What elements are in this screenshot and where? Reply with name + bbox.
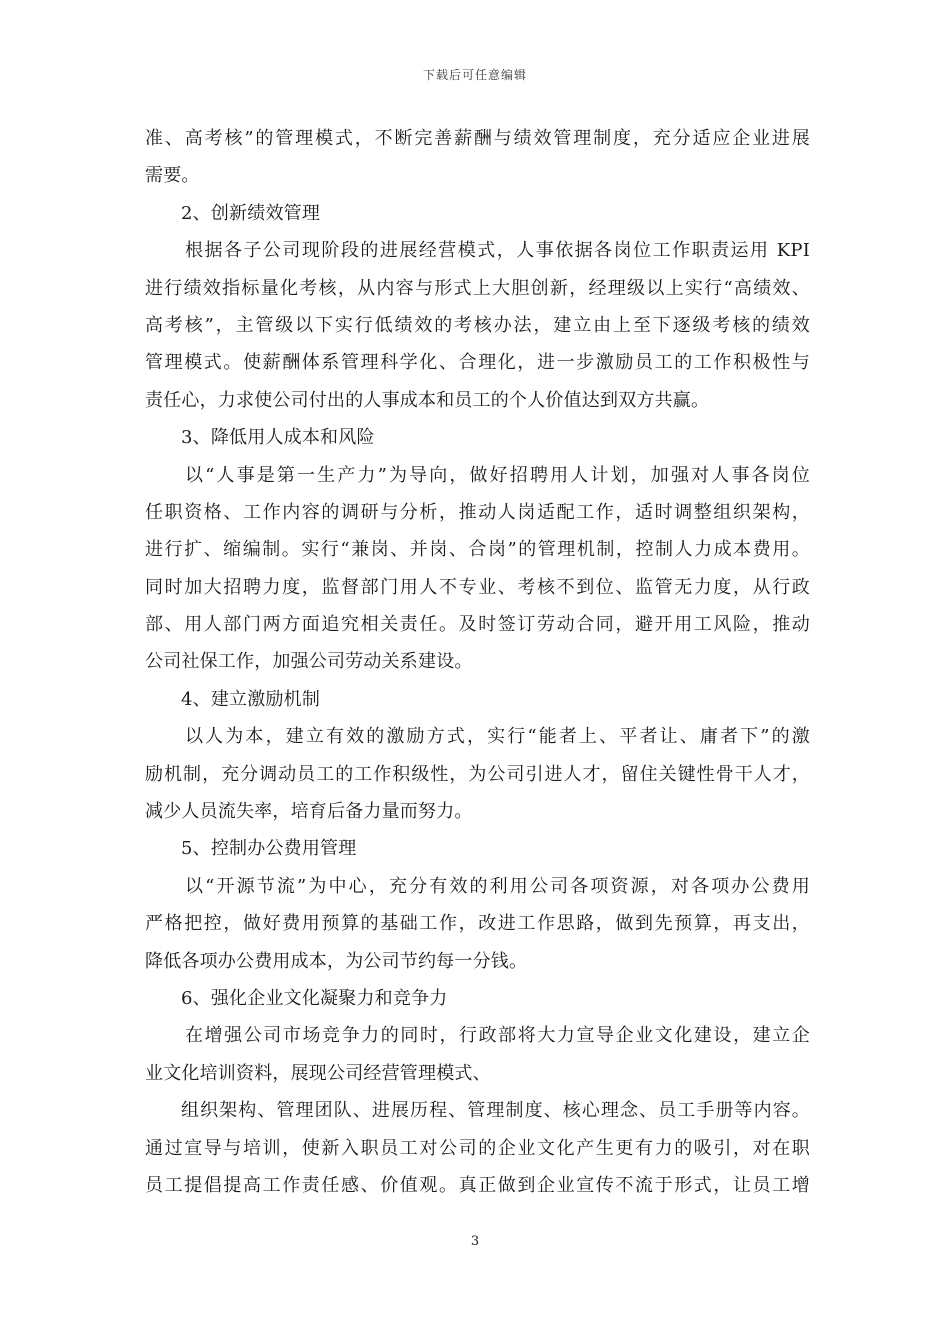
page-header: 下载后可任意编辑: [422, 68, 527, 82]
paragraph-line: 以人为本，建立有效的激励方式，实行“能者上、平者让、庸者下”的激: [185, 726, 810, 748]
paragraph-line: 部、用人部门两方面追究相关责任。及时签订劳动合同，避开用工风险，推动: [145, 614, 810, 636]
paragraph-line: 公司社保工作，加强公司劳动关系建设。: [145, 651, 473, 673]
page-number: 3: [470, 1234, 480, 1249]
paragraph-line: 以“人事是第一生产力”为导向，做好招聘用人计划，加强对人事各岗位: [185, 464, 810, 486]
paragraph-line: 以“开源节流”为中心，充分有效的利用公司各项资源，对各项办公费用: [185, 875, 810, 897]
paragraph-line: 同时加大招聘力度，监督部门用人不专业、考核不到位、监管无力度，从行政: [145, 576, 810, 598]
paragraph-line: 进行绩效指标量化考核，从内容与形式上大胆创新，经理级以上实行“高绩效、: [145, 277, 810, 299]
paragraph-line: 准、高考核”的管理模式，不断完善薪酬与绩效管理制度，充分适应企业进展: [145, 128, 810, 149]
paragraph-line: 严格把控，做好费用预算的基础工作，改进工作思路，做到先预算，再支出，: [145, 913, 810, 935]
section-heading: 4、建立激励机制: [181, 688, 321, 710]
paragraph-line: 员工提倡提高工作责任感、价值观。真正做到企业宣传不流于形式，让员工增: [145, 1174, 810, 1196]
paragraph-line: 励机制，充分调动员工的工作积级性，为公司引进人才，留住关键性骨干人才，: [145, 763, 810, 785]
paragraph-line: 减少人员流失率，培育后备力量而努力。: [145, 801, 473, 823]
paragraph-line: 任职资格、工作内容的调研与分析，推动人岗适配工作，适时调整组织架构，: [145, 501, 810, 523]
paragraph-line: 降低各项办公费用成本，为公司节约每一分钱。: [145, 950, 528, 972]
paragraph-line: 管理模式。使薪酬体系管理科学化、合理化，进一步激励员工的工作积极性与: [145, 352, 810, 374]
section-heading: 2、创新绩效管理: [181, 202, 321, 224]
paragraph-line: 进行扩、缩编制。实行“兼岗、并岗、合岗”的管理机制，控制人力成本费用。: [145, 539, 810, 561]
paragraph-line: 业文化培训资料，展现公司经营管理模式、: [145, 1062, 491, 1084]
paragraph-line: 通过宣导与培训，使新入职员工对公司的企业文化产生更有力的吸引，对在职: [145, 1137, 810, 1159]
paragraph-line: 组织架构、管理团队、进展历程、管理制度、核心理念、员工手册等内容。: [181, 1100, 810, 1122]
document-body: [145, 120, 810, 1204]
paragraph-line: 高考核”，主管级以下实行低绩效的考核办法，建立由上至下逐级考核的绩效: [145, 314, 810, 336]
paragraph-line: 根据各子公司现阶段的进展经营模式，人事依据各岗位工作职责运用 KPI: [185, 240, 810, 262]
section-heading: 3、降低用人成本和风险: [181, 427, 375, 449]
paragraph-line: 需要。: [145, 165, 200, 187]
paragraph-line: 责任心，力求使公司付出的人事成本和员工的个人价值达到双方共赢。: [145, 389, 710, 411]
section-heading: 6、强化企业文化凝聚力和竞争力: [181, 987, 448, 1009]
section-heading: 5、控制办公费用管理: [181, 838, 357, 860]
paragraph-line: 在增强公司市场竞争力的同时，行政部将大力宣导企业文化建设，建立企: [185, 1025, 810, 1047]
